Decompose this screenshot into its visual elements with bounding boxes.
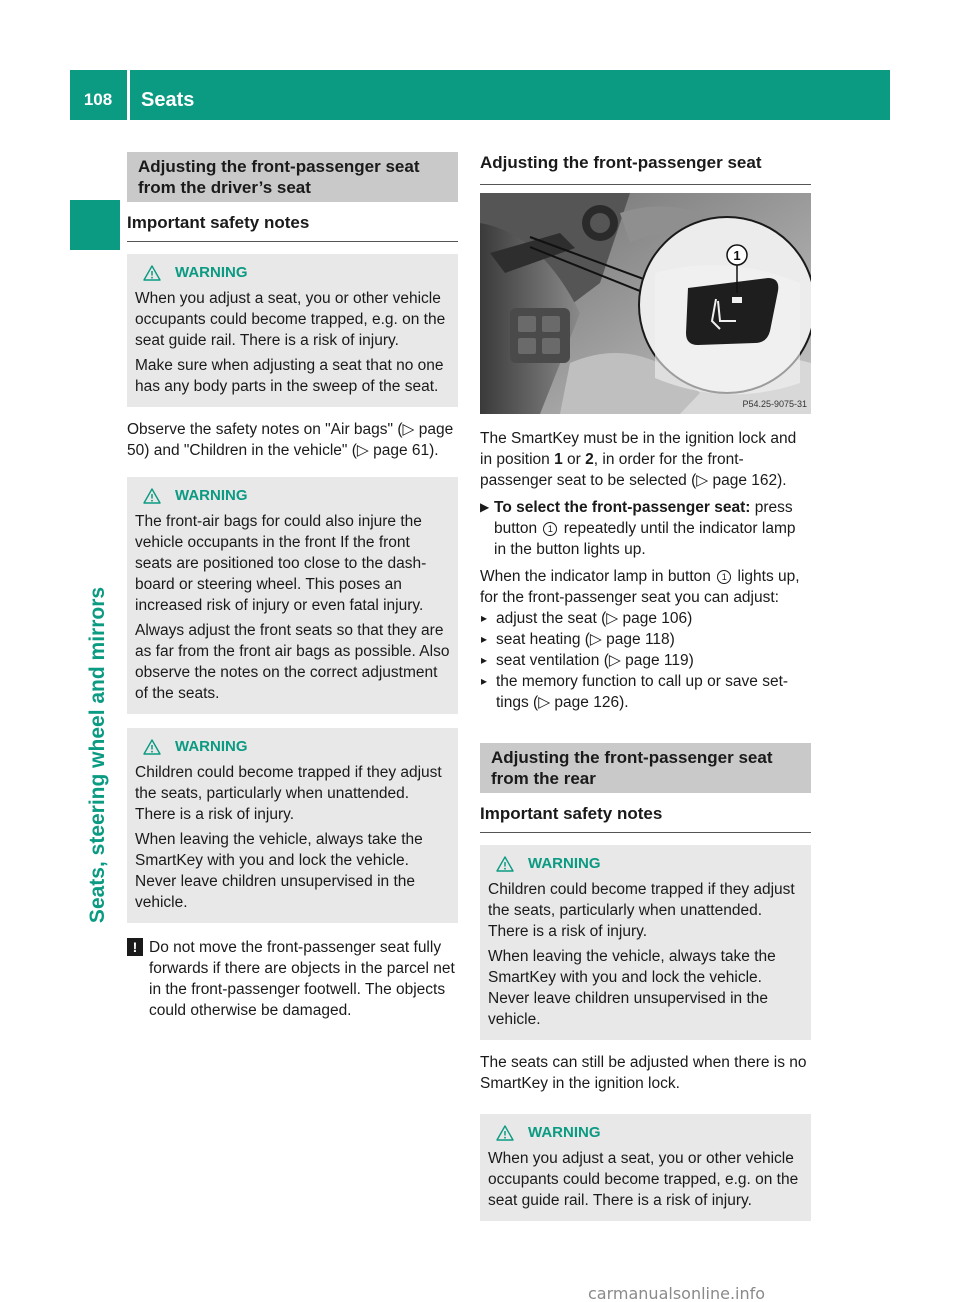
step-label: To select the front-passenger seat: (494, 499, 751, 516)
warning-text: The front-air bags for could also injure the vehicle occupants in the front If the front seats are positioned too close to the dash-board or steering wheel. This poses an increased risk of injury or even fatal injury. (135, 513, 427, 614)
window-switch-panel (510, 308, 570, 363)
warning-triangle-icon (143, 265, 161, 281)
observe-text: Observe the safety notes on "Air bags" (▷ page 50) and "Children in the vehicle" (▷ page 61). (127, 421, 454, 459)
warning-triangle-icon (143, 488, 161, 504)
page-number: 108 (83, 90, 113, 109)
right-column (480, 152, 811, 1233)
indicator-text: When the indicator lamp in button 1 lights up, for the front-passenger seat you can adjust: (480, 568, 800, 606)
list-item: ▸ adjust the seat (▷ page 106) (480, 608, 811, 629)
warning-triangle-icon (496, 1125, 514, 1141)
warning-text: Always adjust the front seats so that they are as far from the front air bags as possible. Also observe the notes on the correct adjustment of the seats. (135, 622, 450, 702)
chapter-title: Seats, steering wheel and mirrors (86, 586, 109, 924)
warning-text: When you adjust a seat, you or other vehicle occupants could become trapped, e.g. on the seat guide rail. There is a risk of injury. (488, 1150, 799, 1209)
warning-title: WARNING (528, 1124, 601, 1141)
warning-text: Children could become trapped if they adjust the seats, particularly when unattended. There is a risk of injury. (135, 764, 442, 823)
callout-1-icon: 1 (543, 522, 557, 536)
warning-box (127, 254, 458, 407)
page-title: Seats (141, 89, 195, 111)
list-item: ▸ seat ventilation (▷ page 119) (480, 650, 811, 671)
callout-number: 1 (733, 248, 741, 263)
step-arrow-icon: ▶ (480, 500, 490, 514)
warning-title: WARNING (175, 738, 248, 755)
subheading-safety-left: Important safety notes (127, 212, 458, 242)
list-item: ▸ seat heating (▷ page 118) (480, 629, 811, 650)
list-item: ▸ the memory function to call up or save set-tings (▷ page 126). (480, 671, 811, 713)
section-title-driver: Adjusting the front-passenger seat from the driver’s seat (127, 152, 458, 202)
footer-watermark[interactable]: carmanualsonline.info (588, 1284, 766, 1302)
warning-title: WARNING (528, 855, 601, 872)
warning-box (127, 728, 458, 923)
chapter-tab (70, 200, 120, 250)
instruction-step: ▶ To select the front-passenger seat: press button 1 repeatedly until the indicator lamp in the button lights up. (480, 499, 796, 558)
subheading-safety-right: Important safety notes (480, 803, 811, 833)
note-text: Do not move the front-passenger seat fully forwards if there are objects in the parcel net in the front-passenger footwell. The objects could otherwise be damaged. (149, 939, 455, 1019)
warning-text: When leaving the vehicle, always take the SmartKey with you and lock the vehicle. Never leave children unsupervised in the vehicle. (135, 831, 423, 911)
figure-code: P54.25-9075-31 (742, 399, 807, 409)
warning-text: Make sure when adjusting a seat that no one has any body parts in the sweep of the seat. (135, 357, 444, 395)
exclamation-icon: ! (127, 938, 143, 956)
warning-text: When you adjust a seat, you or other vehicle occupants could become trapped, e.g. on the seat guide rail. There is a risk of injury. (135, 290, 446, 349)
door-panel-figure (480, 193, 811, 414)
rear-text: The seats can still be adjusted when there is no SmartKey in the ignition lock. (480, 1054, 807, 1092)
seat-button (686, 278, 778, 345)
warning-text: Children could become trapped if they adjust the seats, particularly when unattended. There is a risk of injury. (488, 881, 795, 940)
damage-note (127, 937, 458, 1021)
warning-text: When leaving the vehicle, always take the SmartKey with you and lock the vehicle. Never leave children unsupervised in the vehicle. (488, 948, 776, 1028)
intro-text: The SmartKey must be in the ignition lock and in position 1 or 2, in order for the front-passenger seat to be selected (▷ page 162). (480, 430, 797, 489)
warning-box (480, 845, 811, 1040)
section-title-rear: Adjusting the front-passenger seat from the rear (480, 743, 811, 793)
warning-title: WARNING (175, 264, 248, 281)
header-divider (127, 70, 130, 120)
adjust-options-list (480, 608, 811, 713)
warning-title: WARNING (175, 487, 248, 504)
warning-box (480, 1114, 811, 1221)
warning-triangle-icon (496, 856, 514, 872)
callout-1-icon: 1 (717, 570, 731, 584)
warning-box (127, 477, 458, 714)
left-column (127, 152, 458, 1021)
warning-triangle-icon (143, 739, 161, 755)
section-heading-adjust: Adjusting the front-passenger seat (480, 152, 811, 185)
